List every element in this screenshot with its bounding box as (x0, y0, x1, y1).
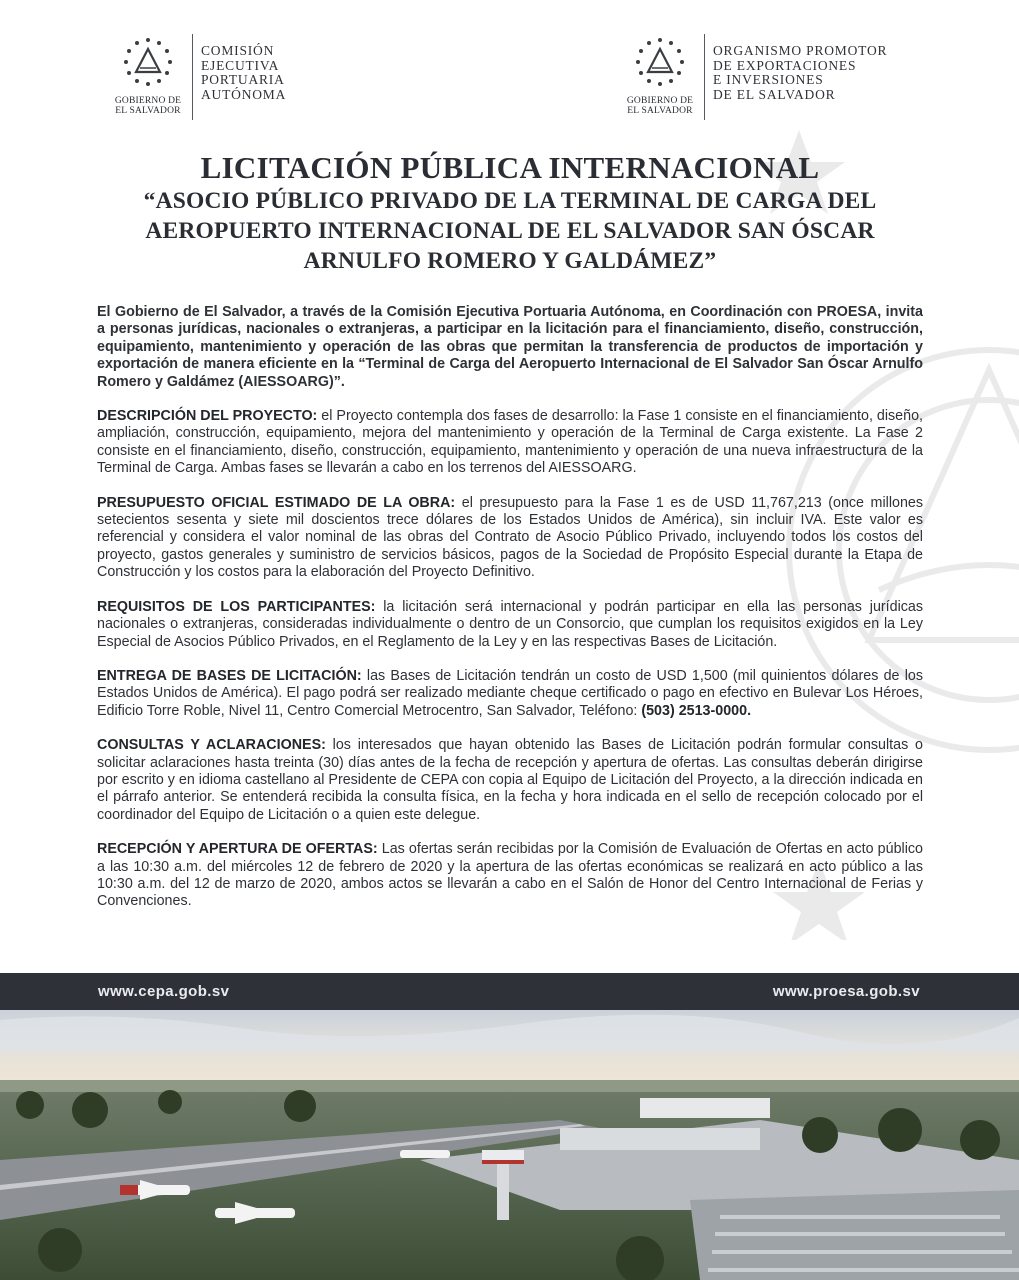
gov-mark-left (110, 34, 186, 116)
coat-of-arms-icon (630, 34, 690, 94)
coat-of-arms-icon (118, 34, 178, 94)
logo-divider (192, 34, 193, 120)
airport-photo-illustration (0, 1010, 1019, 1280)
section-offers (97, 841, 923, 911)
org-line: ORGANISMO PROMOTOR (713, 43, 888, 58)
org-line: EJECUTIVA (201, 57, 280, 73)
section-text: Las ofertas serán recibidas por la Comisión de Evaluación de Ofertas en acto público a las 10:30 a.m. del miércoles 12 de febrero de 2020 y la apertura de las ofertas económicas se realizará en acto público a las 10:30 a.m. del 12 de marzo de 2020, ambos actos se llevarán a cabo en el Salón de Honor del Centro Internacional de Ferias y Convenciones. (97, 841, 923, 910)
section-text: la licitación será internacional y podrán participar en ella las personas jurídicas nacionales o extranjeras, consideradas individualmente o dentro de un Consorcio, que cumplan los requisitos exigidos en la Ley Especial de Asocios Público Privados, en el Reglamento de la Ley y en las respectivas Bases de Licitación. (97, 598, 924, 650)
section-bases-delivery (97, 668, 923, 720)
section-text: los interesados que hayan obtenido las Bases de Licitación podrán formular consultas o solicitar aclaraciones hasta treinta (30) días antes de la fecha de recepción y apertura de ofertas. Las consultas deberán dirigirse por escrito y en idioma castellano al Presidente de CEPA con copia al Equipo de Licitación del Proyecto, a la dirección indicada en el párrafo anterior. Se entenderá recibida la consulta física, en la fecha y hora indicada en el sello de recepción colocado por el coordinador del Equipo de Licitación o a quien este delegue. (97, 737, 924, 823)
section-heading: RECEPCIÓN Y APERTURA DE OFERTAS: (97, 841, 378, 858)
section-heading: DESCRIPCIÓN DEL PROYECTO: (97, 408, 318, 425)
section-text: las Bases de Licitación tendrán un costo de USD 1,500 (mil quinientos dólares de los Estados Unidos de América). El pago podrá ser realizado mediante cheque certificado o pago en efectivo en Bulevar Los Héroes, Edificio Torre Roble, Nivel 11, Centro Comercial Metrocentro, San Salvador, Teléfono: (97, 667, 923, 719)
gov-line-2: EL SALVADOR (115, 106, 181, 116)
proesa-name (713, 34, 887, 102)
org-line: DE EXPORTACIONES (713, 57, 857, 73)
subtitle-line: AEROPUERTO INTERNACIONAL DE EL SALVADOR SAN ÓSCAR (145, 218, 875, 244)
airport-aerial-photo (0, 1010, 1019, 1280)
proesa-website-link[interactable]: www.proesa.gob.sv (772, 983, 920, 1000)
cepa-logo (110, 34, 286, 120)
gov-line-2: EL SALVADOR (627, 106, 693, 116)
gov-mark-right (622, 34, 698, 116)
phone-number: (503) 2513-0000. (641, 702, 752, 719)
section-text: el Proyecto contempla dos fases de desarrollo: la Fase 1 consiste en el financiamiento, diseño, ampliación, construcción, equipamiento, mejora del mantenimiento y operación de la Terminal de Carga existente. La Fase 2 consiste en el financiamiento, diseño, construcción, equipamiento, mantenimiento y operación de una nueva infraestructura de la Terminal de Carga. Ambas fases se llevarán a cabo en los terrenos del AIESSOARG. (97, 408, 923, 477)
logo-divider (704, 34, 705, 120)
proesa-logo (622, 34, 887, 120)
section-inquiries (97, 737, 923, 824)
org-line: E INVERSIONES (713, 72, 824, 87)
org-line: COMISIÓN (201, 43, 275, 58)
subtitle-line: “ASOCIO PÚBLICO PRIVADO DE LA TERMINAL DE CARGA DEL (143, 188, 877, 214)
section-heading: PRESUPUESTO OFICIAL ESTIMADO DE LA OBRA: (97, 494, 456, 511)
footer-bar (0, 973, 1019, 1010)
org-line: AUTÓNOMA (201, 86, 287, 102)
cepa-website-link[interactable]: www.cepa.gob.sv (98, 983, 230, 1000)
section-description (97, 408, 923, 478)
section-budget (97, 495, 923, 582)
page-subtitle (70, 186, 950, 276)
section-requirements (97, 599, 923, 651)
section-heading: CONSULTAS Y ACLARACIONES: (97, 737, 326, 754)
gov-line-1: GOBIERNO DE (626, 96, 694, 106)
cepa-name (201, 34, 286, 102)
subtitle-line: ARNULFO ROMERO Y GALDÁMEZ” (303, 248, 717, 274)
intro-paragraph: El Gobierno de El Salvador, a través de la Comisión Ejecutiva Portuaria Autónoma, en Coordinación con PROESA, invita a personas jurídicas, nacionales o extranjeras, a participar en la licitación para el financiamiento, diseño, construcción, equipamiento, mantenimiento y operación de las obras que permitan la transferencia de productos de importación y exportación de manera eficiente en la “Terminal de Carga del Aeropuerto Internacional de El Salvador San Óscar Arnulfo Romero y Galdámez (AIESSOARG)”. (97, 304, 923, 390)
org-line: PORTUARIA (201, 72, 285, 87)
org-line: DE EL SALVADOR (713, 86, 836, 102)
section-text: el presupuesto para la Fase 1 es de USD 11,767,213 (once millones setecientos sesenta y siete mil doscientos trece dólares de los Estados Unidos de América), sin incluir IVA. Este valor es referencial y considera el valor nominal de las obras del Contrato de Asocio Público Privado, incluyendo todos los costos del proyecto, gastos generales y suministro de servicios básicos, pagos de la Sociedad de Propósito Especial durante la Etapa de Construcción y los costos para la elaboración del Proyecto Definitivo. (97, 494, 924, 581)
notice-body (97, 304, 923, 928)
section-heading: ENTREGA DE BASES DE LICITACIÓN: (97, 667, 362, 684)
section-heading: REQUISITOS DE LOS PARTICIPANTES: (97, 598, 376, 615)
page-title: LICITACIÓN PÚBLICA INTERNACIONAL (200, 150, 820, 185)
gov-line-1: GOBIERNO DE (114, 96, 182, 106)
